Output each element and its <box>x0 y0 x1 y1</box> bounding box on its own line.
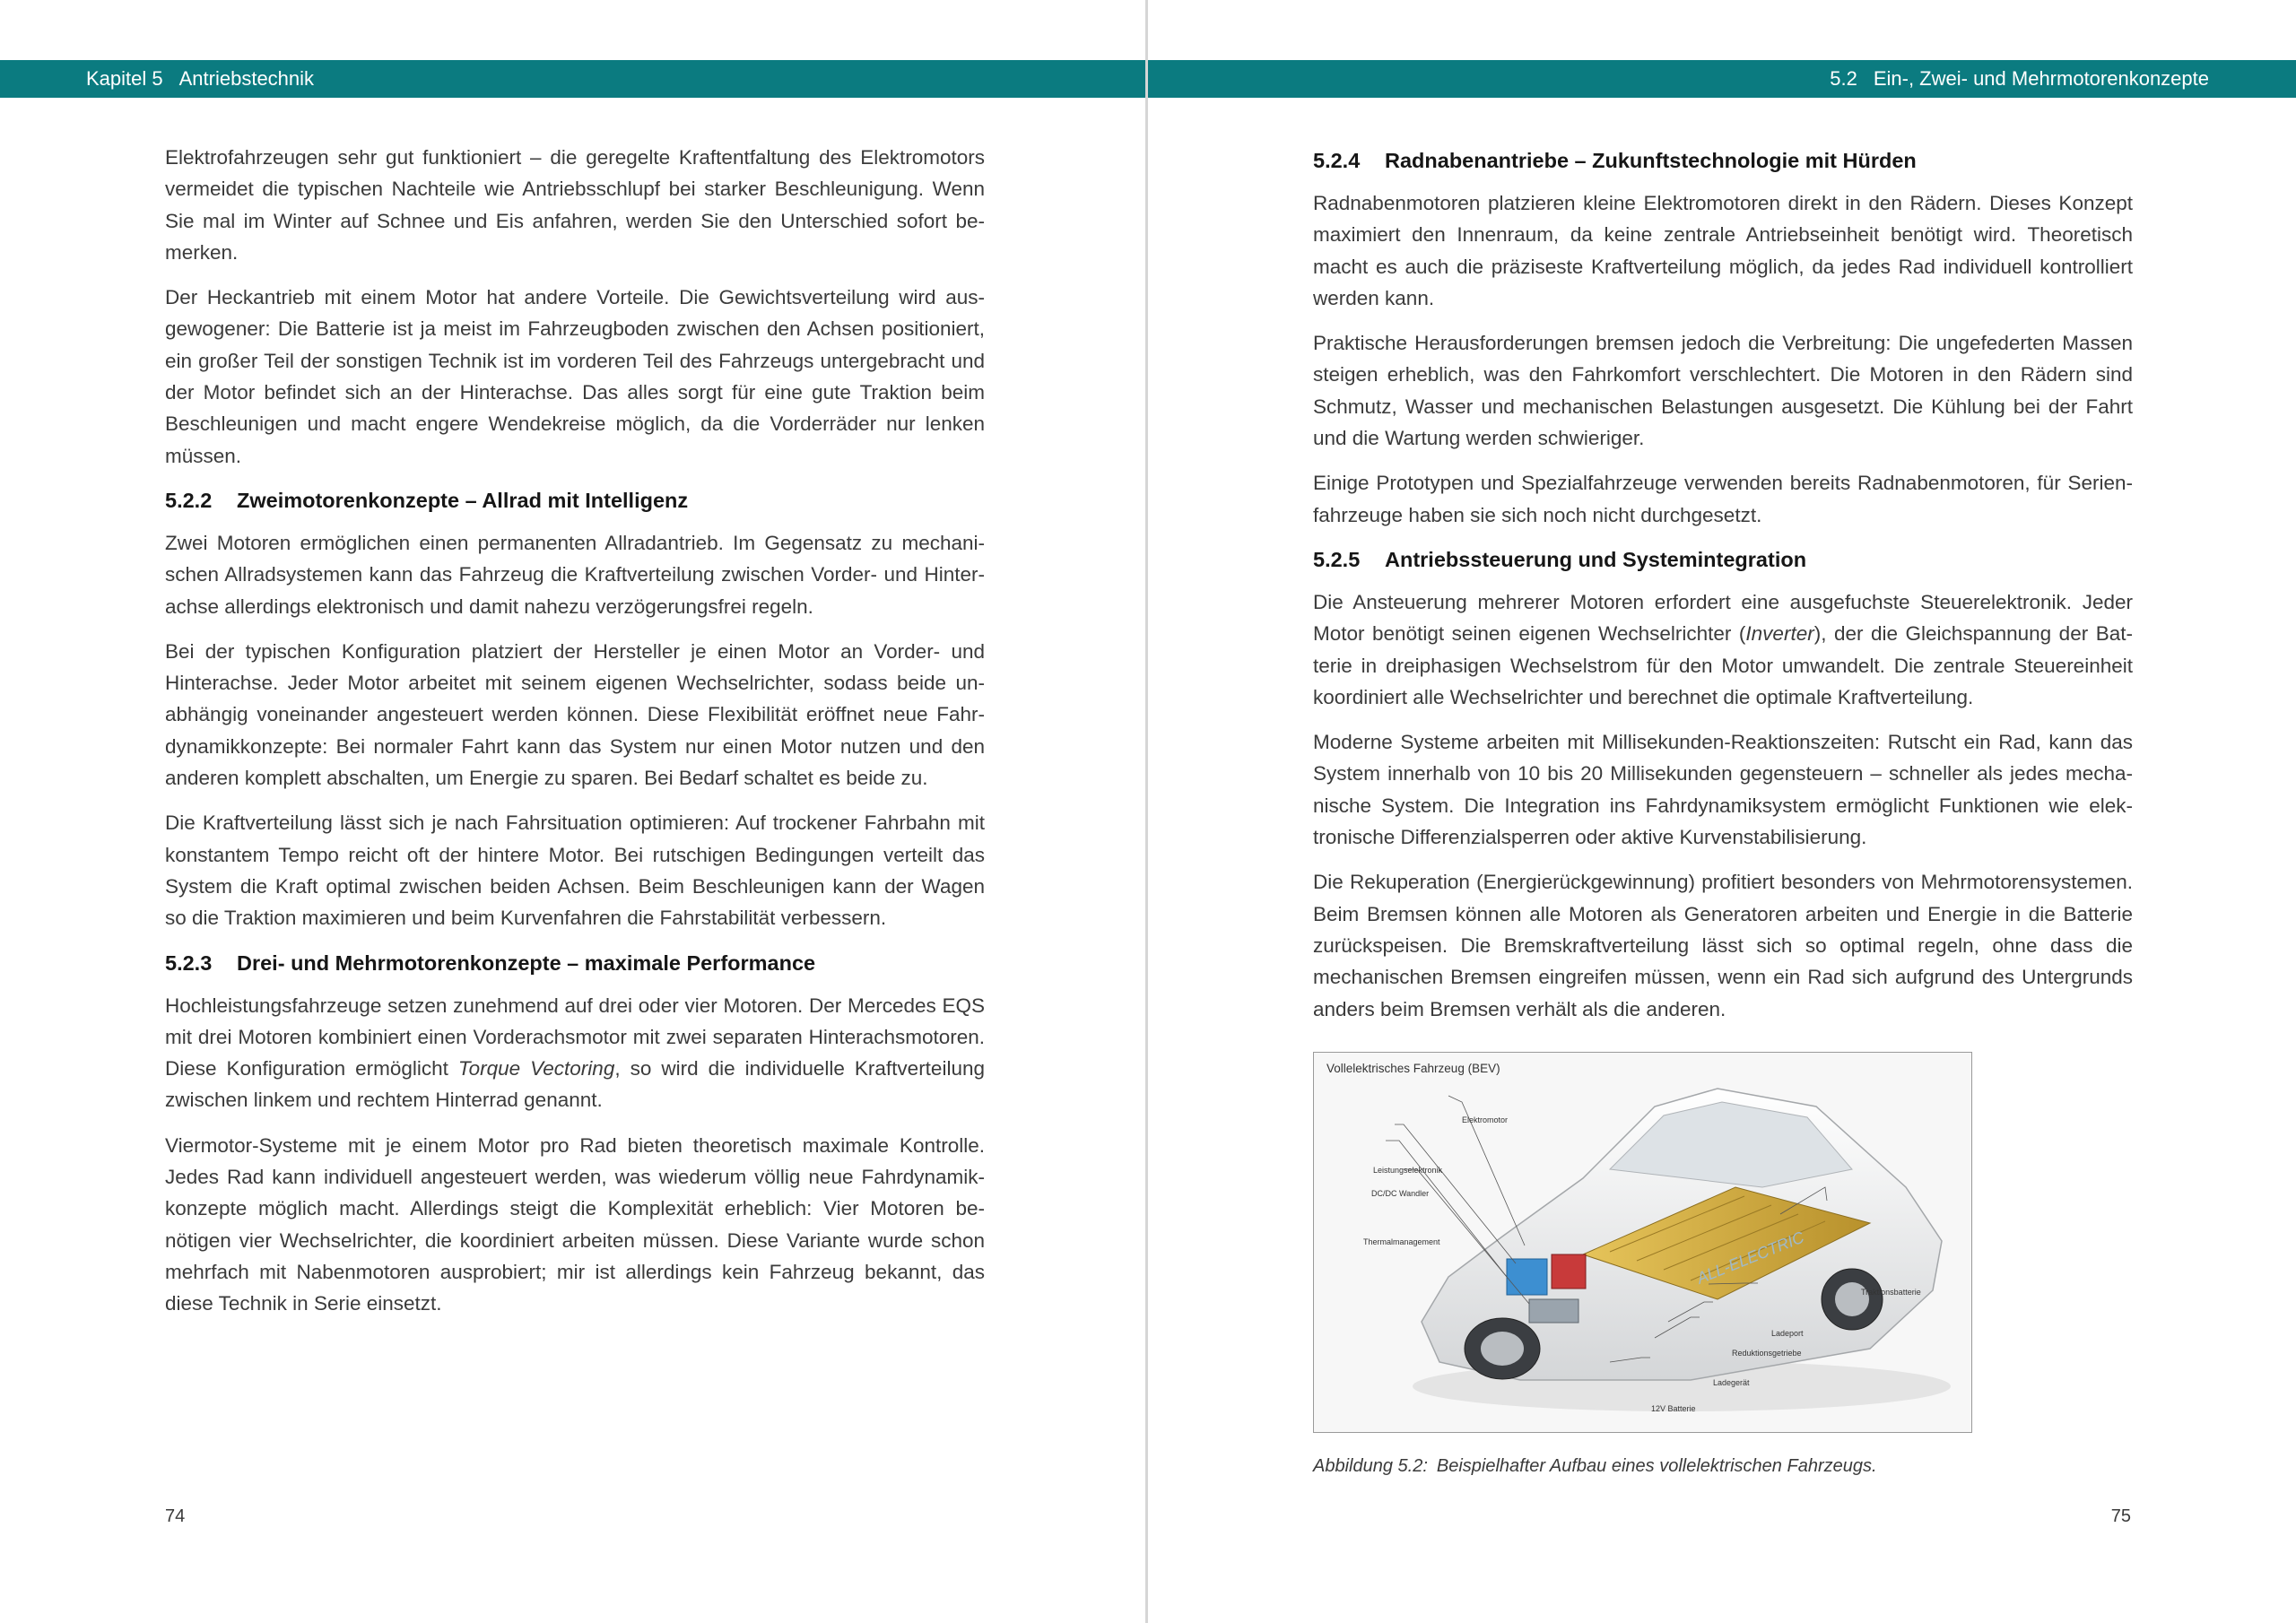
paragraph: Elektrofahrzeugen sehr gut funktioniert – die geregelte Kraftentfaltung des Elektromotors vermeidet die typischen Nachteile wie Antriebsschlupf bei starker Beschleunigung. Wenn Sie mal im Winter auf Schnee und Eis anfahren, werden Sie den Unterschied sofort bemerken. <box>165 146 985 264</box>
label-dcdc-wandler: DC/DC Wandler <box>1371 1188 1430 1198</box>
section-title: Zweimotorenkonzepte – Allrad mit Intelligenz <box>237 488 689 512</box>
chapter-number: Kapitel 5 <box>86 67 163 90</box>
section-number: 5.2.4 <box>1313 149 1361 172</box>
section-heading-5-2-2 <box>165 485 985 516</box>
ev-diagram-figure <box>1313 1052 1972 1433</box>
label-ladeport: Ladeport <box>1771 1328 1804 1338</box>
paragraph <box>165 990 985 1116</box>
label-elektromotor: Elektromotor <box>1462 1115 1509 1124</box>
label-traktionsbatterie: Traktionsbatterie <box>1861 1287 1921 1297</box>
chapter-title: Antriebstechnik <box>178 67 315 90</box>
paragraph: Der Heckantrieb mit einem Motor hat andere Vorteile. Die Gewichtsverteilung wird ausgewogener: Die Batterie ist ja meist im Fahrzeugboden zwischen den Achsen positioniert, ein großer Teil der sonstigen Technik ist im vorderen Teil des Fahrzeugs untergebracht und der Motor befindet sich an der Hinterachse. Das alles sorgt für eine gute Traktion beim Beschleunigen und macht engere Wendekreise möglich, da die Vorderräder nur lenken müssen. <box>165 286 985 467</box>
label-reduktionsgetriebe: Reduktionsgetriebe <box>1732 1348 1802 1358</box>
paragraph: Radnabenmotoren platzieren kleine Elektromotoren direkt in den Rädern. Dieses Konzept maximiert den Innenraum, da keine zentrale Antriebseinheit benötigt wird. Theoretisch macht es auch die präziseste Kraftverteilung möglich, da jedes Rad individuell kontrolliert werden kann. <box>1313 192 2133 309</box>
section-title: Ein-, Zwei- und Mehrmotorenkonzepte <box>1873 67 2209 90</box>
figure-title: Vollelektrisches Fahrzeug (BEV) <box>1326 1061 1500 1075</box>
label-12v-batterie: 12V Batterie <box>1651 1403 1696 1413</box>
paragraph: Die Rekuperation (Energierückgewinnung) profitiert besonders von Mehrmotorensystemen. Beim Bremsen können alle Motoren als Generatoren arbeiten und Energie in die Batterie zurückspeisen. Die Bremskraftverteilung lässt sich so optimal regeln, ohne dass die mechanischen Bremsen eingreifen müssen, wenn ein Rad sich aufgrund des Untergrunds anders beim Bremsen verhält als die anderen. <box>1313 871 2133 1020</box>
paragraph: Bei der typischen Konfiguration platziert der Hersteller je einen Motor an Vorder- und Hinterachse. Jeder Motor arbeitet mit seinem eigenen Wechselrichter, sodass beide unabhängig voneinander angesteuert werden können. Diese Flexibilität eröffnet neue Fahrdynamikkonzepte: Bei normaler Fahrt kann das System nur einen Motor nutzen und den anderen komplett abschalten, um Energie zu sparen. Bei Bedarf schaltet es beide zu. <box>165 639 985 790</box>
emphasis-term: Inverter <box>1745 622 1814 646</box>
section-number: 5.2.3 <box>165 950 213 975</box>
label-leistungselektronik: Leistungselektronik <box>1373 1165 1443 1175</box>
section-heading-5-2-4 <box>1313 145 2133 176</box>
text-run: Hochleistungsfahrzeuge setzen zunehmend auf drei oder vier Motoren. Der Mercedes EQS mit drei Motoren kombiniert einen Vorderachsmotor mit zwei separaten Hinterachsmotoren. Diese Konfiguration ermöglicht <box>165 994 985 1081</box>
left-text-column <box>165 142 985 1333</box>
section-title: Drei- und Mehrmotorenkonzepte – maximale Performance <box>237 950 816 975</box>
label-thermalmanagement: Thermalmanagement <box>1363 1237 1440 1246</box>
text-run: ), der die Gleichspannung der Batterie in dreiphasigen Wechselstrom für den Motor umwandelt. Die zentrale Steuereinheit koordiniert alle Wechselrichter und berechnet die optimale Kraftverteilung. <box>1313 622 2133 708</box>
section-heading-5-2-5 <box>1313 544 2133 575</box>
motor-shape <box>1552 1254 1586 1289</box>
label-ladegeraet: Ladegerät <box>1713 1377 1750 1387</box>
right-page <box>1148 0 2296 1623</box>
car-side-lettering: ALL-ELECTRIC <box>1694 1228 1807 1288</box>
section-number: 5.2 <box>1830 67 1857 90</box>
running-header-left <box>0 60 1146 98</box>
paragraph: Einige Prototypen und Spezialfahrzeuge verwenden bereits Radnabenmotoren, für Serienfahrzeuge haben sie sich noch nicht durchgesetzt. <box>1313 472 2133 526</box>
paragraph: Moderne Systeme arbeiten mit Millisekunden-Reaktionszeiten: Rutscht ein Rad, kann das System innerhalb von 10 bis 20 Millisekunden gegensteuern – schneller als jedes mechanische System. Die Integration ins Fahrdynamiksystem ermöglicht Funktionen wie elektronische Differenzialsperren oder aktive Kurvenstabilisierung. <box>1313 731 2133 849</box>
section-title: Radnabenantriebe – Zukunftstechnologie mit Hürden <box>1385 149 1917 172</box>
paragraph: Die Kraftverteilung lässt sich je nach Fahrsituation optimieren: Auf trockener Fahrbahn mit konstantem Tempo reicht oft der hintere Motor. Bei rutschigen Bedingungen verteilt das System die Kraft optimal zwischen beiden Achsen. Beim Beschleunigen kann der Wagen so die Traktion maximieren und beim Kurvenfahren die Fahrstabilität verbessern. <box>165 812 985 930</box>
paragraph <box>1313 586 2133 713</box>
paragraph: Viermotor-Systeme mit je einem Motor pro Rad bieten theoretisch maximale Kontrolle. Jedes Rad kann individuell angesteuert werden, was wiederum völlig neue Fahrdynamikkonzepte möglich macht. Allerdings steigt die Komplexität erheblich: Vier Motoren benötigen vier Wechselrichter, die koordiniert arbeiten müssen. Diese Variante wurde schon mehrfach mit Nabenmotoren ausprobiert; mir ist allerdings kein Fahrzeug bekannt, das diese Technik in Serie einsetzt. <box>165 1133 985 1315</box>
page-number: 75 <box>2110 1506 2131 1526</box>
section-title: Antriebssteuerung und Systemintegration <box>1385 547 1807 571</box>
figure-caption <box>1313 1456 2133 1477</box>
right-text-column <box>1313 145 2133 1477</box>
section-number: 5.2.2 <box>165 488 213 512</box>
emphasis-term: Torque Vectoring <box>457 1057 615 1081</box>
page-number: 74 <box>165 1506 186 1526</box>
paragraph: Praktische Herausforderungen bremsen jedoch die Verbreitung: Die ungefederten Massen steigen erheblich, was den Fahrkomfort verschlechtert. Die Motoren in den Rädern sind Schmutz, Wasser und mechanischen Belastungen ausgesetzt. Die Kühlung bei der Fahrt und die Wartung werden schwieriger. <box>1313 332 2133 450</box>
paragraph: Zwei Motoren ermöglichen einen permanenten Allradantrieb. Im Gegensatz zu mechanischen Allradsystemen kann das Fahrzeug die Kraftverteilung zwischen Vorder- und Hinterachse allerdings elektronisch und damit nahezu verzögerungsfrei regeln. <box>165 531 985 618</box>
section-number: 5.2.5 <box>1313 547 1361 571</box>
left-page <box>0 0 1146 1623</box>
text-run: , so wird die individuelle Kraftverteilung zwischen linkem und rechtem Hinterrad genannt. <box>165 1057 985 1112</box>
caption-text: Beispielhafter Aufbau eines vollelektrischen Fahrzeugs. <box>1436 1455 1877 1476</box>
caption-number: Abbildung 5.2: <box>1313 1455 1428 1476</box>
running-header-right <box>1148 60 2296 98</box>
text-run: Die Ansteuerung mehrerer Motoren erfordert eine ausgefuchste Steuerelektronik. Jeder Motor benötigt seinen eigenen Wechselrichter ( <box>1313 590 2133 646</box>
section-heading-5-2-3 <box>165 948 985 978</box>
power-electronics-shape <box>1507 1259 1547 1295</box>
